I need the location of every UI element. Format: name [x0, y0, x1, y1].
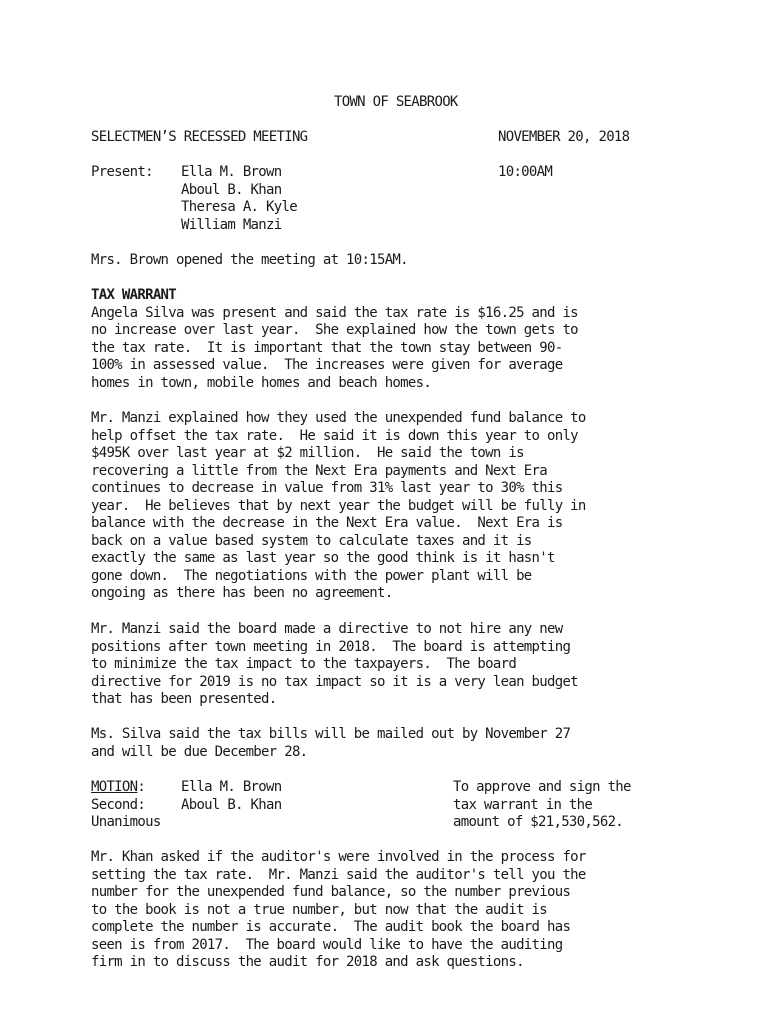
motion-by: Ella M. Brown	[181, 779, 282, 795]
paragraph: Ms. Silva said the tax bills will be mailed out by November 27 and will be due December 28.	[91, 726, 571, 760]
opening-statement: Mrs. Brown opened the meeting at 10:15AM.	[91, 252, 408, 268]
paragraph: Mr. Khan asked if the auditor's were involved in the process for setting the tax rate. Mr. Manzi said the auditor's tell you the number for the unexpended fund balance, so the number previous to the book is not a true number, but now that the audit is complete the number is accurate. The audit book the board has seen is from 2017. The board would like to have the auditing firm in to discuss the audit for 2018 and ask questions.	[91, 849, 586, 970]
second-label: Second:	[91, 796, 146, 813]
motion-label: MOTION:	[91, 779, 146, 795]
vote-result: Unanimous	[91, 814, 161, 830]
present-label: Present:	[91, 164, 153, 180]
meeting-title: SELECTMEN’S RECESSED MEETING	[91, 129, 308, 145]
motion-text: To approve and sign the tax warrant in the amount of $21,530,562.	[453, 779, 631, 830]
town-title: TOWN OF SEABROOK	[334, 94, 458, 110]
paragraph: Mr. Manzi explained how they used the unexpended fund balance to help offset the tax rate. He said it is down this year to only $495K over last year at $2 million. He said the town is recovering a little from the Next Era payments and Next Era continues to decrease in value from 31% last year to 30% this year. He believes that by next year the budget will be fully in balance with the decrease in the Next Era value. Next Era is back on a value based system to calculate taxes and it is exactly the same as last year so the good think is it hasn't gone down. The negotiations with the power plant will be ongoing as there has been no agreement.	[91, 410, 586, 601]
present-name: Aboul B. Khan	[181, 181, 282, 198]
section-heading: TAX WARRANT	[91, 287, 177, 303]
meeting-time: 10:00AM	[498, 164, 553, 180]
meeting-date: NOVEMBER 20, 2018	[498, 129, 630, 145]
present-name: Ella M. Brown	[181, 164, 282, 180]
present-name: Theresa A. Kyle	[181, 199, 297, 215]
second-by: Aboul B. Khan	[181, 796, 282, 813]
paragraph: Mr. Manzi said the board made a directive to not hire any new positions after town meeting in 2018. The board is attempting to minimize the tax impact to the taxpayers. The board directive for 2019 is no tax impact so it is a very lean budget that has been presented.	[91, 621, 578, 707]
present-name: William Manzi	[181, 216, 282, 233]
paragraph: Angela Silva was present and said the tax rate is $16.25 and is no increase over last year. She explained how the town gets to the tax rate. It is important that the town stay between 90- 100% in assessed value. The increases were given for average homes in town, mobile homes and beach homes.	[91, 304, 578, 391]
